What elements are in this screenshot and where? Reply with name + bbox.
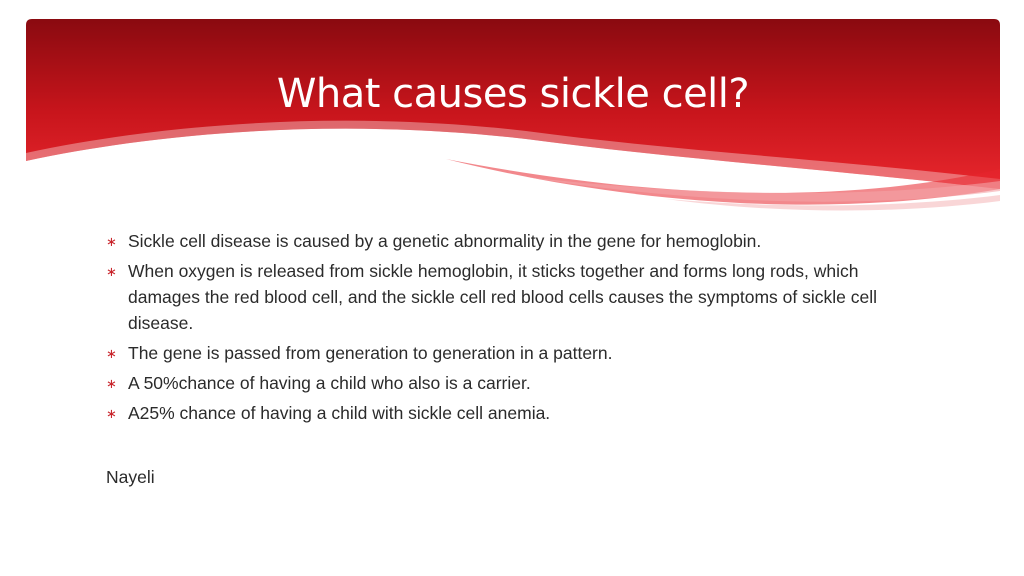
asterisk-bullet-icon: ∗	[106, 376, 117, 391]
asterisk-bullet-icon: ∗	[106, 234, 117, 249]
bullet-text: The gene is passed from generation to generation in a pattern.	[128, 343, 613, 363]
bullet-item	[106, 400, 906, 426]
asterisk-bullet-icon: ∗	[106, 406, 117, 421]
bullet-item	[106, 340, 906, 366]
asterisk-bullet-icon: ∗	[106, 264, 117, 279]
bullet-item	[106, 370, 906, 396]
bullet-item	[106, 228, 906, 254]
bullet-text: Sickle cell disease is caused by a genetic abnormality in the gene for hemoglobin.	[128, 231, 762, 251]
title-banner-background	[26, 19, 1000, 219]
author-name: Nayeli	[106, 467, 155, 487]
bullet-list	[106, 228, 906, 430]
bullet-text: A 50%chance of having a child who also is a carrier.	[128, 373, 531, 393]
bullet-item	[106, 258, 906, 336]
asterisk-bullet-icon: ∗	[106, 346, 117, 361]
bullet-text: When oxygen is released from sickle hemoglobin, it sticks together and forms long rods, which damages the red blood cell, and the sickle cell red blood cells causes the symptoms of sickle cell disease.	[128, 261, 877, 333]
slide-title: What causes sickle cell?	[276, 71, 750, 117]
title-banner	[26, 19, 1000, 219]
bullet-text: A25% chance of having a child with sickle cell anemia.	[128, 403, 551, 423]
